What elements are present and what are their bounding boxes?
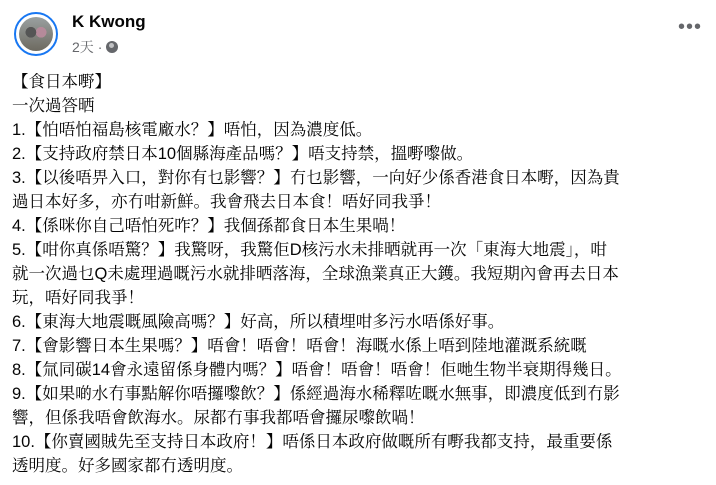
globe-icon [106, 41, 118, 53]
author-name[interactable]: K Kwong [72, 12, 146, 31]
separator: · [97, 39, 103, 55]
post-body [12, 70, 622, 478]
more-options-button[interactable]: ••• [677, 16, 702, 38]
post-text-line: 8.【氚同碳14會永遠留係身體内嗎？】唔會！唔會！唔會！佢哋生物半衰期得幾日。 [12, 361, 622, 379]
post-text-line: 3.【以後唔畀入口，對你有乜影響？】冇乜影響，一向好少係香港食日本嘢，因為貴 [12, 169, 620, 187]
post-text-line: 一次過答晒 [12, 97, 95, 115]
post-text-line: 玩，唔好同我爭！ [12, 289, 144, 307]
post-text-line: 9.【如果啲水冇事點解你唔攞嚟飲？】係經過海水稀釋咗嘅水無事，即濃度低到冇影 [12, 385, 620, 403]
post-text-line: 5.【咁你真係唔驚？】我驚呀，我驚佢D核污水未排晒就再一次「東海大地震」，咁 [12, 241, 607, 259]
post-text-line: 10.【你賣國賊先至支持日本政府！】唔係日本政府做嘅所有嘢我都支持，最重要係 [12, 433, 613, 451]
post-text-line: 透明度。好多國家都冇透明度。 [12, 457, 243, 475]
post-text-line: 2.【支持政府禁日本10個縣海產品嗎？】唔支持禁，搵嘢嚟做。 [12, 145, 474, 163]
post-text-line: 【食日本嘢】 [12, 73, 111, 91]
post-text-line: 就一次過乜Q未處理過嘅污水就排晒落海，全球漁業真正大鑊。我短期內會再去日本 [12, 265, 619, 283]
post-text-line: 6.【東海大地震嘅風險高嗎？】好高，所以積埋咁多污水唔係好事。 [12, 313, 505, 331]
post-text-line: 7.【會影響日本生果嗎？】唔會！唔會！唔會！海嘅水係上唔到陸地灌溉系統嘅 [12, 337, 587, 355]
post-text-line: 響，但係我唔會飲海水。尿都冇事我都唔會攞尿嚟飲喎！ [12, 409, 425, 427]
post-time[interactable]: 2天 [72, 39, 94, 55]
author-avatar[interactable] [14, 12, 58, 56]
avatar-image [19, 17, 53, 51]
post-text-line: 1.【怕唔怕福島核電廠水？】唔怕，因為濃度低。 [12, 121, 373, 139]
post-text-line: 4.【係咪你自己唔怕死咋？】我個孫都食日本生果喎！ [12, 217, 406, 235]
post-text-line: 過日本好多，亦冇咁新鮮。我會飛去日本食！唔好同我爭！ [12, 193, 441, 211]
post-meta [72, 37, 118, 57]
